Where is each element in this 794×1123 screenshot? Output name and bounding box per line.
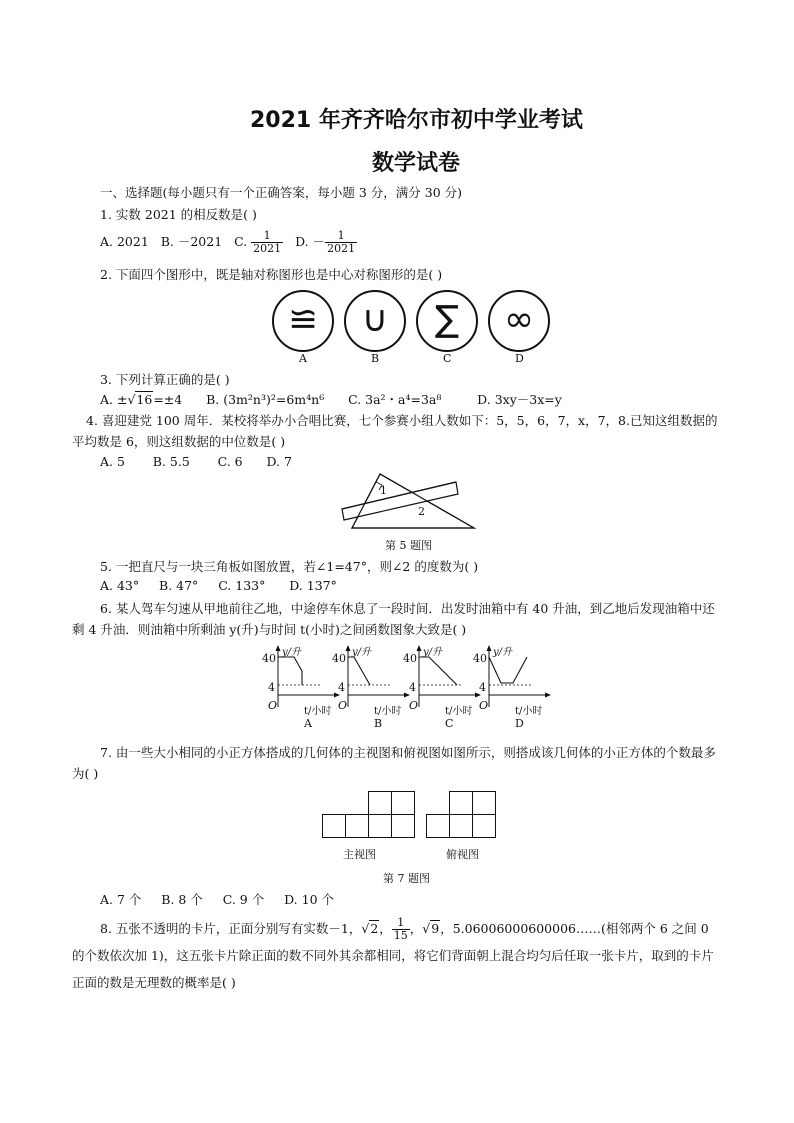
q1-option-d: D. － <box>295 234 326 249</box>
symbol-union-icon: ∪ <box>344 290 406 352</box>
q4-option-d: D. 7 <box>266 454 292 469</box>
cube-square <box>449 791 473 815</box>
cube-square <box>449 814 473 838</box>
q7-caption: 第 7 题图 <box>383 872 430 885</box>
radicand: 9 <box>431 921 440 936</box>
q4-stem: 4. 喜迎建党 100 周年．某校将举办小合唱比赛，七个参赛小组人数如下：5，5，6，7，x，7，8.已知这组数据的平均数是 6，则这组数据的中位数是( ) <box>72 413 718 449</box>
q7-option-a: A. 7 个 <box>100 892 142 907</box>
cube-square <box>368 814 392 838</box>
q2-label-d: D <box>515 352 524 365</box>
graph-y-axis-label: y/升 <box>493 647 513 658</box>
q3-options <box>100 390 562 408</box>
q7-options <box>100 890 334 908</box>
q5-option-a: A. 43° <box>100 578 140 593</box>
graph-origin-label: O <box>479 699 489 712</box>
fraction-denominator: 15 <box>393 929 408 942</box>
q8-stem: 8. 五张不透明的卡片，正面分别写有实数－1，√2， $\frac{1}{15}$ ，√9，5.06006000600006……(相邻两个 6 之间 0 的个数依次加 1)，这五张卡片除正面的数不同外其余都相同，将它们背面朝上混合均匀后任取一张卡片，取到的卡片正面的数是无理数的概率是( ) <box>72 916 714 990</box>
radicand: 16 <box>136 392 153 407</box>
q2-label-b: B <box>371 352 380 365</box>
q4-option-b: B. 5.5 <box>152 454 190 469</box>
graph-y-min-label: 4 <box>409 681 416 694</box>
graph-y-min-label: 4 <box>479 681 486 694</box>
ruler-triangle-figure <box>340 472 480 532</box>
q3-option-c: C. 3a²・a⁴=3a⁸ <box>348 392 442 407</box>
q7-option-c: C. 9 个 <box>222 892 265 907</box>
q1-stem: 1. 实数 2021 的相反数是( ) <box>100 207 257 222</box>
graph-y-min-label: 4 <box>268 681 275 694</box>
radicand: 2 <box>370 921 379 936</box>
graph-x-axis-label: t/小时 <box>515 706 543 717</box>
q1-option-c-fraction <box>251 230 283 254</box>
q3-option-a-suffix: =±4 <box>153 392 183 407</box>
q1-options <box>100 222 357 262</box>
page-title: 2021 年齐齐哈尔市初中学业考试 <box>250 108 583 133</box>
q8-stem-start: 8. 五张不透明的卡片，正面分别写有实数－1， <box>100 921 362 936</box>
q3-stem: 3. 下列计算正确的是( ) <box>100 372 230 387</box>
graph-x-axis-label: t/小时 <box>304 706 332 717</box>
fraction-numerator: 1 <box>392 917 410 930</box>
q4-option-c: C. 6 <box>217 454 243 469</box>
fuel-graph-b <box>334 645 414 735</box>
cube-square <box>426 814 450 838</box>
q8-stem-end: ，5.06006000600006……(相邻两个 6 之间 0 的个数依次加 1)，这五张卡片除正面的数不同外其余都相同，将它们背面朝上混合均匀后任取一张卡片，取到的卡片正面的数是无理数的概率是( ) <box>72 921 714 990</box>
q1-option-d-fraction <box>325 230 357 254</box>
q1-option-c: C. <box>234 234 248 249</box>
q3-option-a-prefix: A. ± <box>100 392 128 407</box>
cube-square <box>391 814 415 838</box>
q3-option-b: B. (3m²n³)²=6m⁴n⁶ <box>206 392 325 407</box>
q3-option-d: D. 3xy－3x=y <box>477 392 562 407</box>
q7-option-d: D. 10 个 <box>284 892 334 907</box>
symbol-sigma-icon: ∑ <box>416 290 478 352</box>
q1-option-a: A. 2021 <box>100 234 149 249</box>
graph-y-min-label: 4 <box>338 681 345 694</box>
q4-option-a: A. 5 <box>100 454 125 469</box>
q2-stem: 2. 下面四个图形中，既是轴对称图形也是中心对称图形的是( ) <box>100 267 443 282</box>
q5-caption: 第 5 题图 <box>385 539 432 552</box>
cube-square <box>472 814 496 838</box>
graph-y-max-label: 40 <box>403 652 417 665</box>
fraction-numerator: 1 <box>251 230 283 243</box>
cube-square <box>322 814 346 838</box>
q1-option-b: B. －2021 <box>160 234 223 249</box>
symbol-infinity-icon: ∞ <box>488 290 550 352</box>
graph-x-axis-label: t/小时 <box>374 706 402 717</box>
q2-label-c: C <box>443 352 452 365</box>
graph-option-label: C <box>445 717 454 730</box>
graph-option-label: A <box>304 717 312 730</box>
angle-2-label: 2 <box>418 505 425 518</box>
q5-option-d: D. 137° <box>289 578 337 593</box>
q8-fraction <box>392 917 410 941</box>
q5-options <box>100 578 337 593</box>
q5-option-b: B. 47° <box>159 578 199 593</box>
q7-option-b: B. 8 个 <box>161 892 203 907</box>
q3-option-a: A. ±√16=±4 <box>100 392 183 407</box>
fraction-numerator: 1 <box>325 230 357 243</box>
graph-origin-label: O <box>268 699 278 712</box>
cube-square <box>345 814 369 838</box>
cube-square <box>368 791 392 815</box>
angle-1-label: 1 <box>380 484 387 497</box>
symbol-congruence-icon: ≌ <box>272 290 334 352</box>
graph-y-axis-label: y/升 <box>352 647 372 658</box>
q6-stem: 6. 某人驾车匀速从甲地前往乙地，中途停车休息了一段时间．出发时油箱中有 40 升油，到乙地后发现油箱中还剩 4 升油．则油箱中所剩油 y(升)与时间 t(小时)之间函数图象大致是( ) <box>72 601 715 637</box>
q5-stem: 5. 一把直尺与一块三角板如图放置，若∠1=47°，则∠2 的度数为( ) <box>100 559 479 574</box>
graph-y-axis-label: y/升 <box>282 647 302 658</box>
graph-option-label: B <box>374 717 383 730</box>
graph-option-label: D <box>515 717 524 730</box>
graph-origin-label: O <box>338 699 348 712</box>
graph-y-max-label: 40 <box>332 652 346 665</box>
top-view-label: 俯视图 <box>446 848 479 861</box>
cube-square <box>391 791 415 815</box>
cube-square <box>472 791 496 815</box>
q4-options <box>100 454 292 469</box>
graph-y-max-label: 40 <box>473 652 487 665</box>
graph-x-axis-label: t/小时 <box>445 706 473 717</box>
section-heading: 一、选择题(每小题只有一个正确答案，每小题 3 分，满分 30 分) <box>100 185 463 200</box>
page-subtitle: 数学试卷 <box>372 151 461 176</box>
graph-y-max-label: 40 <box>262 652 276 665</box>
fraction-denominator: 2021 <box>327 242 356 255</box>
front-view-label: 主视图 <box>343 848 376 861</box>
graph-origin-label: O <box>409 699 419 712</box>
q7-stem: 7. 由一些大小相同的小正方体搭成的几何体的主视图和俯视图如图所示，则搭成该几何体的小正方体的个数最多为( ) <box>72 745 716 781</box>
fraction-denominator: 2021 <box>253 242 282 255</box>
fuel-graph-d <box>475 645 555 735</box>
q5-option-c: C. 133° <box>218 578 266 593</box>
graph-y-axis-label: y/升 <box>423 647 443 658</box>
q2-label-a: A <box>299 352 307 365</box>
